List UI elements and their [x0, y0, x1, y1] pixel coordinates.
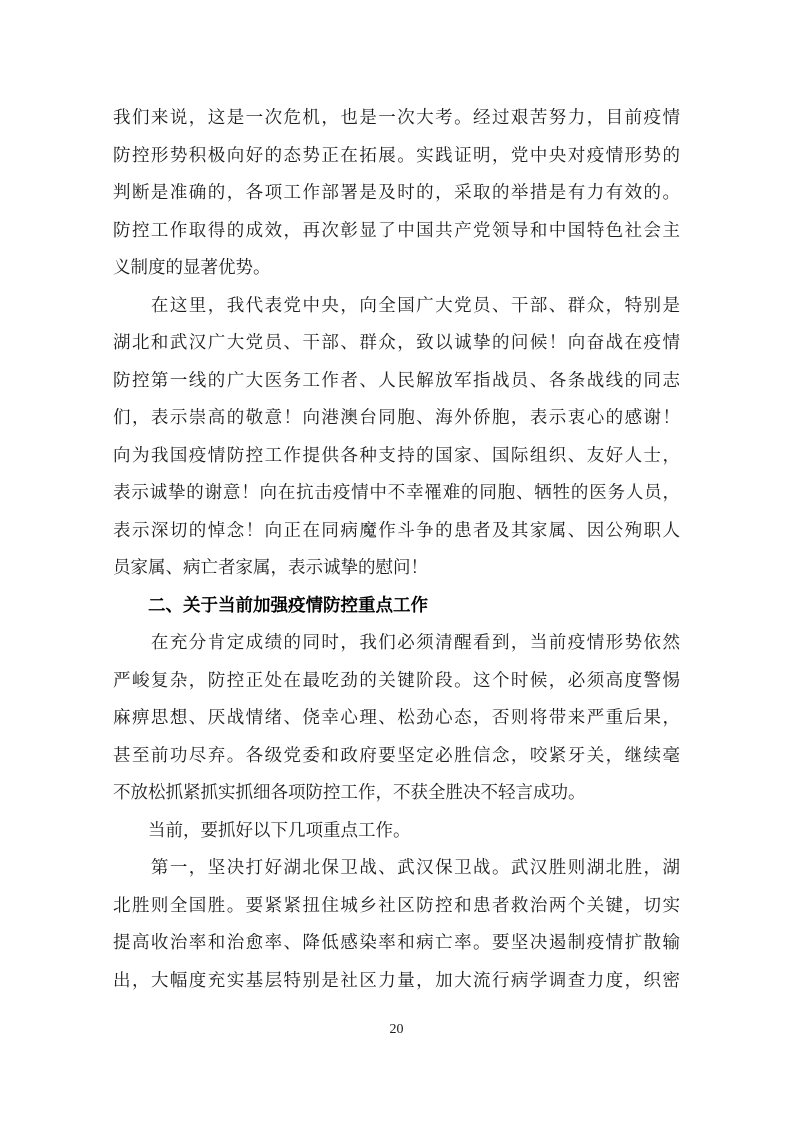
text-line: 我们来说，这是一次危机，也是一次大考。经过艰苦努力，目前疫情 [113, 107, 680, 127]
text-line: 防控工作取得的成效，再次彰显了中国共产党领导和中国特色社会主 [113, 219, 680, 240]
text-line: 在充分肯定成绩的同时，我们必须清醒看到，当前疫情形势依然 [113, 632, 680, 652]
text-line: 义制度的显著优势。 [113, 257, 271, 277]
section-heading-line: 二、关于当前加强疫情防控重点工作 [113, 594, 428, 615]
text-line: 向为我国疫情防控工作提供各种支持的国家、国际组织、友好人士， [113, 444, 680, 465]
page-footer [0, 1020, 793, 1038]
text-line: 湖北和武汉广大党员、干部、群众，致以诚挚的问候！向奋战在疫情 [113, 332, 680, 352]
text-line: 在这里，我代表党中央，向全国广大党员、干部、群众，特别是 [113, 294, 680, 315]
text-block [113, 99, 680, 999]
text-line: 们，表示崇高的敬意！向港澳台同胞、海外侨胞，表示衷心的感谢！ [113, 407, 680, 427]
text-line: 当前，要抓好以下几项重点工作。 [113, 819, 411, 840]
text-line: 第一，坚决打好湖北保卫战、武汉保卫战。武汉胜则湖北胜，湖 [113, 857, 680, 877]
text-line: 严峻复杂，防控正处在最吃劲的关键阶段。这个时候，必须高度警惕 [113, 669, 680, 690]
page-number: 20 [389, 1022, 404, 1037]
text-line: 表示诚挚的谢意！向在抗击疫情中不幸罹难的同胞、牺牲的医务人员， [113, 482, 680, 502]
text-line: 不放松抓紧抓实抓细各项防控工作，不获全胜决不轻言成功。 [113, 782, 586, 802]
text-line: 甚至前功尽弃。各级党委和政府要坚定必胜信念，咬紧牙关，继续毫 [113, 744, 680, 765]
text-line: 麻痹思想、厌战情绪、侥幸心理、松劲心态，否则将带来严重后果， [113, 707, 680, 727]
text-line: 出，大幅度充实基层特别是社区力量，加大流行病学调查力度，织密 [113, 969, 680, 990]
text-line: 提高收治率和治愈率、降低感染率和病亡率。要坚决遏制疫情扩散输 [113, 932, 680, 952]
text-line: 防控形势积极向好的态势正在拓展。实践证明，党中央对疫情形势的 [113, 144, 680, 165]
text-line: 表示深切的悼念！向正在同病魔作斗争的患者及其家属、因公殉职人 [113, 519, 680, 540]
text-line: 防控第一线的广大医务工作者、人民解放军指战员、各条战线的同志 [113, 369, 680, 390]
text-line: 北胜则全国胜。要紧紧扭住城乡社区防控和患者救治两个关键，切实 [113, 894, 680, 915]
text-line: 判断是准确的，各项工作部署是及时的，采取的举措是有力有效的。 [113, 182, 680, 202]
text-line: 员家属、病亡者家属，表示诚挚的慰问！ [113, 557, 428, 577]
